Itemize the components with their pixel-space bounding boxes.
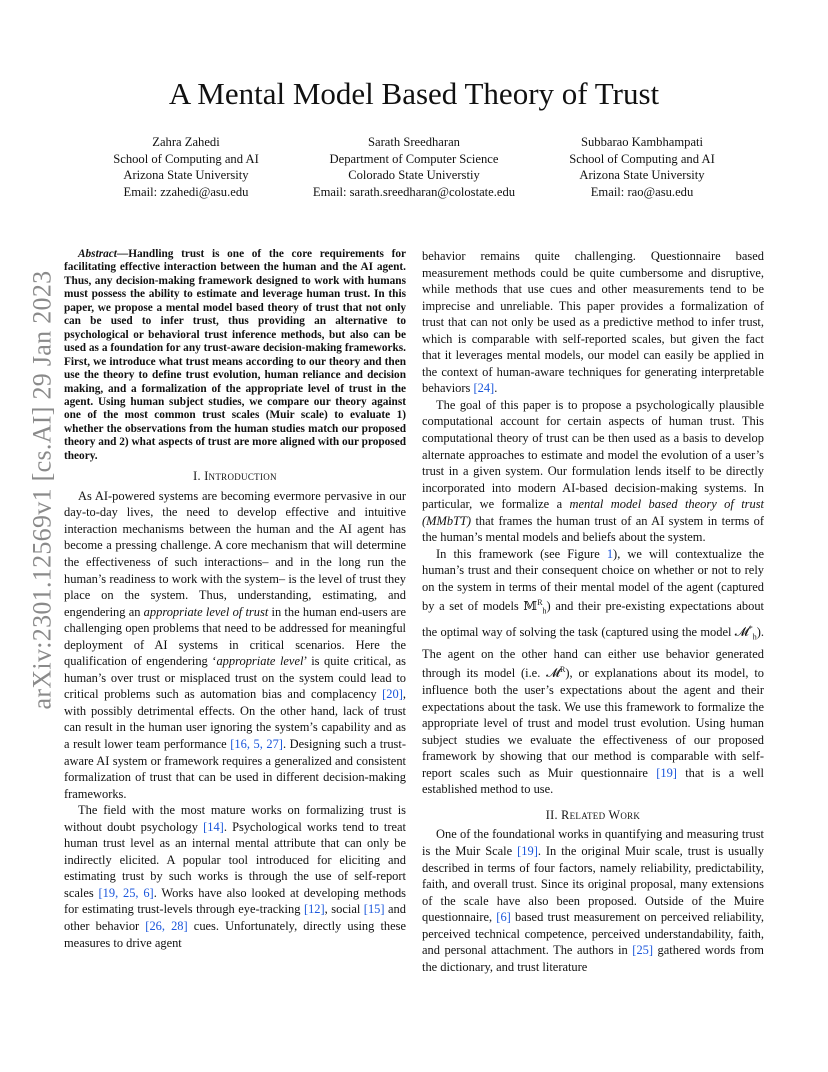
author-affiliation: School of Computing and AI [569, 151, 715, 166]
intro-paragraph-3 [422, 248, 764, 397]
text-run: , with possibly detrimental effects. On the other hand, lack of trust can result in the human user ignoring the system’s capability and as a result lower team performance [64, 687, 406, 751]
text-run: . Psychological works tend to treat human trust level as an internal mental attribute that can only be indirectly elicited. A popular tool introduced for eliciting and estimating trust by such works is through the use of self-report scales [64, 819, 406, 900]
text-run: that is a well established method to use. [422, 765, 764, 797]
text-run: , social [324, 902, 364, 917]
section-heading-introduction: I. Introduction [193, 469, 277, 484]
text-run: . Works have also looked at developing methods for estimating trust-levels through eye-tracking [64, 885, 407, 917]
text-run: based trust measurement on perceived reliability, perceived technical competence, perceived understandability, faith, and personal attachment. The authors in [422, 910, 764, 958]
arxiv-identifier-stamp [22, 270, 62, 710]
text-run: mental model based theory of trust (MMbTT) [422, 497, 764, 528]
abstract-text: —Handling trust is one of the core requirements for facilitating effective interaction between the human and the AI agent. Thus, any decision-making framework designed to work with humans must possess the ability to estimate and leverage human trust. In this paper, we propose a mental model based theory of trust that not only can be used to infer trust, thus providing an alternative to psychological or behavioral trust inference methods, but also can be used as a foundation for any trust-aware decision-making frameworks. First, we introduce what trust means according to our theory and then use the theory to define trust evolution, human reliance and decision making, and a formalization of the appropriate level of trust in the agent. Using human subject studies, we compare our theory against one of the most common trust scales (Muir scale) to evaluate 1) whether the observations from the human studies match our proposed theory and 2) what aspects of trust are more aligned with our proposed theory. [64, 248, 406, 462]
citation-link[interactable]: [14] [203, 819, 224, 834]
intro-paragraph-4 [422, 397, 764, 546]
text-run: The goal of this paper is to propose a psychologically plausible computational account for certain aspects of human trust. This computational theory of trust can be then used as a basis to develop alternate approaches to estimate and model the evolution of a user’s trust in a given system. Our formulation lends itself to be directly incorporated into modern AI-based decision-making systems. In particular, we formalize a [422, 397, 764, 512]
text-run: In this framework (see Figure [436, 546, 607, 561]
citation-link[interactable]: [12] [303, 902, 325, 917]
figure-link[interactable]: 1 [606, 546, 614, 561]
citation-link[interactable]: [6] [496, 910, 511, 925]
arxiv-identifier-text: arXiv:2301.12569v1 [cs.AI] 29 Jan 2023 [27, 270, 57, 710]
text-run: . In the original Muir scale, trust is usually described in terms of four factors, namely reliability, predictability, faith, and overall trust. Since its original proposal, many extensions of the scale have also been proposed. Outside of the Muire questionnaire, [422, 843, 764, 925]
author-1 [103, 134, 269, 200]
author-university: Arizona State University [579, 168, 705, 183]
right-column [422, 248, 764, 975]
citation-link[interactable]: [25] [632, 943, 654, 958]
citation-link[interactable]: [19, 25, 6] [98, 885, 154, 900]
math-superscript: R [537, 598, 543, 608]
citation-link[interactable]: [24] [473, 381, 495, 396]
text-run: appropriate level of trust [143, 604, 269, 619]
author-university: Colorado State Universtiy [348, 168, 480, 183]
text-run: . Designing such a trust-aware AI system or framework requires a generalized and consistent formalization of trust that can be used in different decision-making frameworks. [64, 737, 406, 801]
text-run: The field with the most mature works on formalizing trust is without doubt psychology [64, 803, 406, 834]
related-paragraph-1 [422, 826, 764, 975]
intro-paragraph-2 [64, 802, 406, 951]
citation-link[interactable]: [15] [363, 902, 385, 917]
math-subscript: h [752, 632, 757, 642]
author-name: Subbarao Kambhampati [580, 135, 704, 149]
author-affiliation: School of Computing and AI [113, 151, 259, 166]
intro-paragraph-1 [64, 488, 406, 802]
author-email: Email: sarath.sreedharan@colostate.edu [312, 184, 516, 199]
intro-paragraph-5 [422, 546, 764, 798]
author-university: Arizona State University [123, 168, 249, 183]
left-column [64, 248, 406, 951]
text-run: As AI-powered systems are becoming evermore pervasive in our day-to-day lives, the need to develop effective and intuitive interaction mechanisms between the human and the AI agent has become a pressing challenge. A core mechanism that will determine the effectiveness of such interactions– and in the long run the human’s readiness to work with the system– is the level of trust they place on the system. Thus, understanding, estimating, and engendering an [64, 488, 406, 619]
citation-link[interactable]: [26, 28] [145, 919, 188, 934]
math-superscript: R [560, 665, 566, 675]
author-email: Email: zzahedi@asu.edu [123, 184, 249, 199]
text-run: ). The agent on the other hand can either use behavior generated through its model (i.e. 𝓜 [422, 624, 764, 681]
citation-link[interactable]: [19] [517, 843, 538, 858]
text-run: ) and their pre-existing expectations about the optimal way of solving the task (captured using the model 𝓜 [422, 599, 764, 639]
text-run: that frames the human trust of an AI system in terms of the human’s mental models and beliefs about the system. [422, 513, 764, 545]
text-run: ), we will contextualize the human’s trust and their consequent choice on whether or not to rely on the system in terms of their mental model of the agent (captured by a set of models 𝕄 [422, 546, 764, 614]
text-run: One of the foundational works in quantifying and measuring trust is the Muir Scale [422, 827, 764, 858]
text-run: cues. Unfortunately, directly using these measures to drive agent [64, 919, 406, 950]
author-email: Email: rao@asu.edu [590, 184, 694, 199]
author-2 [300, 134, 528, 200]
abstract [64, 248, 406, 463]
section-heading-related-work: II. Related Work [545, 807, 641, 822]
author-affiliation: Department of Computer Science [329, 151, 499, 166]
citation-link[interactable]: [19] [656, 765, 677, 780]
math-superscript: * [748, 623, 753, 633]
text-run: in the human end-users are challenging open problems that need to be addressed for meaningful deployment of AI systems in critical scenarios. Here the qualification of engendering ‘ [64, 604, 406, 669]
citation-link[interactable]: [20] [382, 687, 403, 702]
text-run: behavior remains quite challenging. Questionnaire based measurement methods could be quite cumbersome and disruptive, while methods that use cues and other measurements tend to be imprecise and unreliable. This paper provides a formalization of trust that can not only be used as a predictive method to infer trust, which is comparable with self-reported scales, but given the fact that it leverages mental models, our model can easily be applied in the context of human-aware techniques for generating interpretable behaviors [422, 249, 764, 396]
math-subscript: h [542, 607, 547, 617]
text-run: . [494, 381, 498, 396]
text-run: ’ is quite critical, as human’s over trust or misplaced trust on the system could lead to critical problems such as automation bias and complacency [64, 654, 406, 702]
text-run: ), or explanations about its model, to influence both the user’s expectations about the agent and their expectations about the task. We use this framework to formalize the appropriate level of trust and model trust evolution. Using human subject studies we evaluate the effectiveness of our proposed framework by showing that our method is comparable with self-report scales such as Muir questionnaire [422, 666, 764, 780]
text-run: gathered words from the dictionary, and trust literature [422, 943, 764, 974]
text-run: appropriate level [216, 654, 304, 669]
paper-title: A Mental Model Based Theory of Trust [168, 76, 660, 111]
citation-link[interactable]: [16, 5, 27] [230, 737, 283, 751]
author-3 [558, 134, 726, 200]
author-name: Sarath Sreedharan [368, 135, 460, 149]
text-run: and other behavior [64, 902, 406, 934]
author-name: Zahra Zahedi [152, 135, 220, 149]
abstract-label: Abstract [78, 248, 117, 260]
